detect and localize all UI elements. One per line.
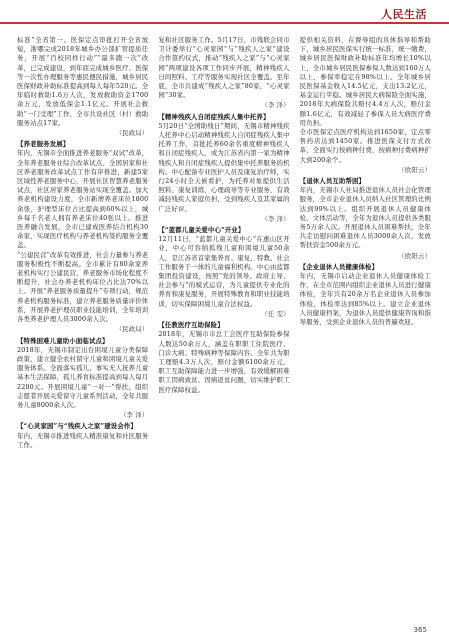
section-heading: 【退休人员互助帮困】: [299, 177, 366, 186]
paragraph: 年内，无锡市推进残疾人精准康复和社区服务工作。: [17, 431, 149, 449]
author-signature: （李 泽）: [261, 214, 290, 223]
paragraph: 年内，无锡市全面推进养老服务“双试”改革，全年养老服务业综合改革试点、全国居家和社区养老服务改革试点工作有序推进，新建5家区域性养老服务中心，开展社区智慧养老服务试点，社区居家养老服务站实现全覆盖。加大养老机构建设力度，全市新增养老床位1800余张，护理型床位占比提高到60%以上，城乡每千名老人拥有养老床位40张以上。推进医养融合发展，全市已建成医养结合机构30余家，实现医疗机构与养老机构签约服务全覆盖。: [17, 149, 149, 250]
section-heading: 【“心灵家园”与“残疾人之家”建设会作】: [17, 422, 137, 431]
paragraph: “公建民营”改革有效推进，社会力量参与养老服务积极性不断提高。全市累计有80余家养老机构实行公建民营，养老服务市场化程度不断提升，社会办养老机构床位占比达70%以上。开展“养老服务质量提升”专项行动，规范养老机构服务标准，建立养老服务质量评价体系，开展养老护理员职业技能培训，全年培训各类养老护理人员3000余人次。: [17, 250, 149, 324]
paragraph: 2018年，无锡市市总工会医疗互助保险参保人数达50余万人，涵盖在职职工住院医疗、门诊大病、特殊病种等保障内容。全年共为职工理赔4.3万人次，赔付金额6100余万元，职工互助保障能力进一步增强，有效缓解困难职工因病致贫、因病返贫问题，切实维护职工医疗保障权益。: [158, 330, 290, 394]
paragraph: 复和社区服务工作。5月17日，市残联会同市卫计委举行“心灵家园”与“残疾人之家”建设合作签约仪式，推动“残疾人之家”与“心灵家园”两项建设各项工作同步开展，精神残疾人日间照料、工疗等服务实现社区全覆盖。至年底，全市共建成“残疾人之家”80家，“心灵家园”30家。: [158, 36, 290, 100]
author-signature: （李 泽）: [261, 101, 290, 110]
paragraph: 提供相关资料，在督导组的具体指导和帮助下，城乡居民医保实行统一标准，统一缴费，城乡居民医保财政补助标准年均增长10%以上，全市城乡居民医保参保人数达到160万人以上，参保率稳定在98%以上。全年城乡居民医保基金收入14.5亿元，支出13.2亿元，基金运行平稳。城乡居民大病保险全面实施，2018年大病保险共赔付4.4万人次，赔付金额1.6亿元，有效减轻了参保人员大病医疗费用负担。: [299, 36, 431, 127]
section-heading: 【养老服务发展】: [17, 140, 70, 149]
author-signature: （民政局）: [115, 325, 149, 334]
header-rule: [0, 22, 449, 24]
section-heading: 【任教医疗互助保险】: [158, 321, 224, 330]
page-number: 365: [413, 626, 427, 634]
text-column-3: [300, 36, 431, 621]
paragraph: 5月20日“全国助残日”期间，无锡市精神残疾人托养中心启动精神残疾人自闭症残疾人集中托养工作，首批托养60余名重度精神残疾人和自闭症残疾人，成为江苏省内第一家为精神残疾人和自闭症残疾人提供集中托养服务的机构。中心配备专业医护人员及康复治疗师，实行24小时全天候看护，为托养对象提供生活照料、康复训练、心理疏导等专业服务，有效减轻残疾人家庭负担，受到残疾人及其家属的广泛好评。: [158, 121, 290, 213]
text-column-2: [158, 36, 289, 621]
author-signature: （欧阳云）: [398, 251, 431, 260]
author-signature: （任 雯）: [261, 309, 290, 318]
author-signature: （民政局）: [115, 129, 149, 138]
article-body: [17, 36, 431, 621]
paragraph: 12月11日，“蓝都儿童关爱中心”在惠山区开业，中心可容纳孤残儿童和困境儿童50余人，是江苏省首家集养育、康复、特教、社会工作服务于一体的儿童福利机构。中心由蓝都集团投资建设，按照“党的领导、政府主导、社会参与”的模式运营，为儿童提供专业化的养育和康复服务，开展特殊教育和职业技能培训，切实保障困境儿童合法权益。: [158, 235, 290, 308]
section-heading: 【特殊困难儿童助小面临试点】: [17, 336, 109, 345]
paragraph: 年内，无锡市启动企业退休人员健康体检工作，在全市范围内组织企业退休人员进行健康体检，全年共有20余万名企业退休人员参加体检，体检率达到85%以上。建立企业退休人员健康档案，为退休人员提供健康咨询和指导服务，受到企业退休人员的普遍欢迎。: [299, 272, 431, 327]
paragraph: 2018年，无锡市制定出台困境儿童分类保障政策，建立健全农村留守儿童和困境儿童关爱服务体系。全面落实孤儿、事实无人抚养儿童基本生活保障，孤儿养育标准提高到每人每月2200元。开展困境儿童“一对一”帮扶，组织志愿者开展关爱留守儿童系列活动，全年共服务儿童8000余人次。: [17, 345, 149, 409]
paragraph: 年内，无锡市人社局推进退休人员社会化管理服务，全市企业退休人员纳入社区管理的比例达到99%以上。组织开展退休人员健康体检、文体活动等，全年为退休人员提供各类服务5万余人次。开展退休人员困难帮扶，全年共走访慰问困难退休人员3000余人次，发放帮扶资金500余万元。: [299, 186, 431, 250]
paragraph: 标准”全省第一。医保定点审批打开全省放短，浙哪完成2018年城乡办公部扩管提质任务，开展“百校同样行动”“最多跑一次”改革，已完成建设，到年底完成城乡医疗、医保等一次性办理服务等惠民便民措施，城乡居民医保财政补助标准提高到每人每年520元。全年临时救助1.6万人次，发放救助资金1700余万元，发放低保金1.1亿元。开展社会救助“一门受理”工作，全市共设社区（村）救助服务站点17家。: [17, 36, 149, 127]
section-title: 人民生活: [375, 6, 427, 22]
text-column-1: [17, 36, 148, 621]
paragraph: 全市医保定点医疗机构达到1650家，定点零售药店达到1450家。推进医保支付方式改革，全面实行按病种付费，按病种付费病种扩大到200余个。: [299, 128, 431, 164]
section-heading: 【精神残疾人自闭症残疾人集中托养】: [158, 112, 270, 121]
section-heading: 【“蓝都儿童关爱中心”开业】: [158, 226, 245, 235]
author-signature: （欧阳云）: [398, 165, 431, 174]
author-signature: （李 泽）: [119, 411, 149, 420]
section-heading: 【企业退休人员健康体检】: [299, 262, 379, 271]
